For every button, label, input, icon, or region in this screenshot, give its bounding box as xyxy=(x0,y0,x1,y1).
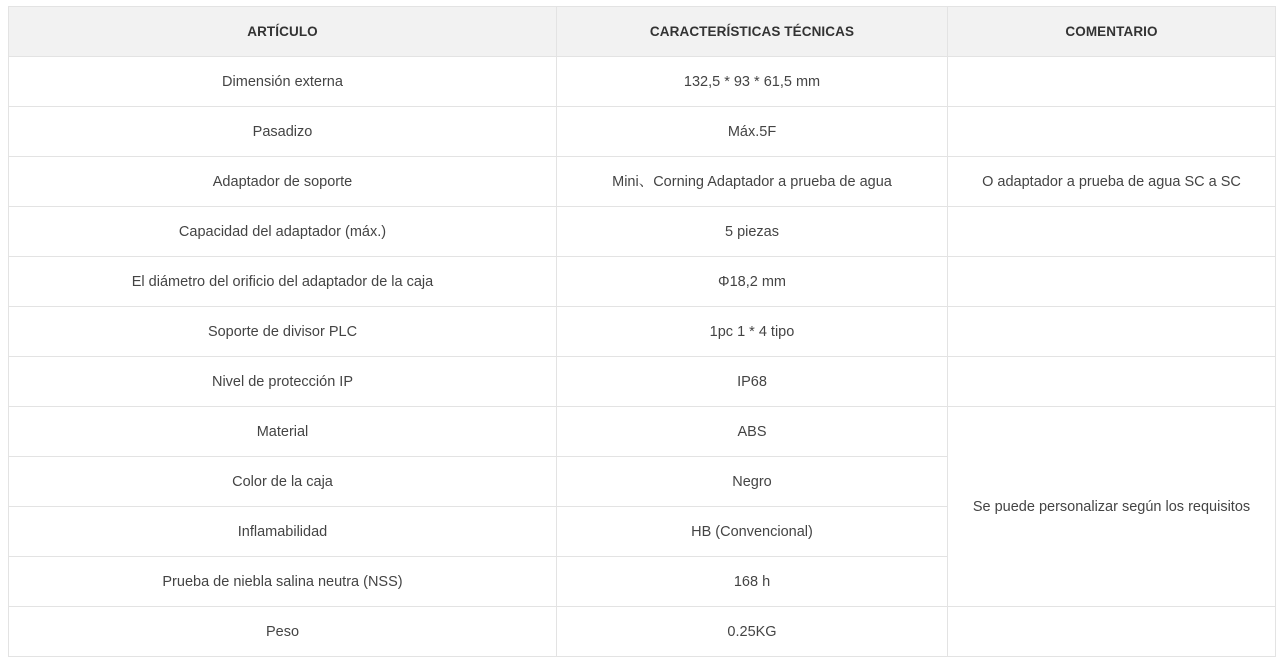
cell-item: Soporte de divisor PLC xyxy=(9,307,557,357)
table-row xyxy=(9,607,1276,657)
cell-item: El diámetro del orificio del adaptador de la caja xyxy=(9,257,557,307)
cell-spec: 168 h xyxy=(557,557,948,607)
table-row xyxy=(9,57,1276,107)
table-row xyxy=(9,307,1276,357)
cell-comment: O adaptador a prueba de agua SC a SC xyxy=(948,157,1276,207)
cell-item: Material xyxy=(9,407,557,457)
table-row xyxy=(9,157,1276,207)
cell-spec: 132,5 * 93 * 61,5 mm xyxy=(557,57,948,107)
cell-comment xyxy=(948,207,1276,257)
header-spec: CARACTERÍSTICAS TÉCNICAS xyxy=(557,7,948,57)
cell-spec: Mini、Corning Adaptador a prueba de agua xyxy=(557,157,948,207)
cell-spec: Máx.5F xyxy=(557,107,948,157)
header-item: ARTÍCULO xyxy=(9,7,557,57)
cell-spec: 0.25KG xyxy=(557,607,948,657)
table-row xyxy=(9,207,1276,257)
cell-item: Pasadizo xyxy=(9,107,557,157)
cell-spec: HB (Convencional) xyxy=(557,507,948,557)
cell-item: Capacidad del adaptador (máx.) xyxy=(9,207,557,257)
cell-comment xyxy=(948,57,1276,107)
cell-comment xyxy=(948,357,1276,407)
header-comment: COMENTARIO xyxy=(948,7,1276,57)
cell-comment-merged: Se puede personalizar según los requisitos xyxy=(948,407,1276,607)
table-row xyxy=(9,407,1276,457)
cell-item: Dimensión externa xyxy=(9,57,557,107)
cell-comment xyxy=(948,107,1276,157)
spec-table xyxy=(8,6,1276,657)
table-row xyxy=(9,357,1276,407)
cell-item: Color de la caja xyxy=(9,457,557,507)
table-row xyxy=(9,257,1276,307)
cell-comment xyxy=(948,307,1276,357)
cell-spec: 5 piezas xyxy=(557,207,948,257)
cell-spec: ABS xyxy=(557,407,948,457)
cell-spec: Φ18,2 mm xyxy=(557,257,948,307)
table-header-row xyxy=(9,7,1276,57)
cell-item: Inflamabilidad xyxy=(9,507,557,557)
cell-spec: 1pc 1 * 4 tipo xyxy=(557,307,948,357)
cell-comment xyxy=(948,607,1276,657)
cell-item: Nivel de protección IP xyxy=(9,357,557,407)
cell-item: Peso xyxy=(9,607,557,657)
cell-comment xyxy=(948,257,1276,307)
table-row xyxy=(9,107,1276,157)
cell-item: Prueba de niebla salina neutra (NSS) xyxy=(9,557,557,607)
cell-spec: Negro xyxy=(557,457,948,507)
cell-spec: IP68 xyxy=(557,357,948,407)
cell-item: Adaptador de soporte xyxy=(9,157,557,207)
